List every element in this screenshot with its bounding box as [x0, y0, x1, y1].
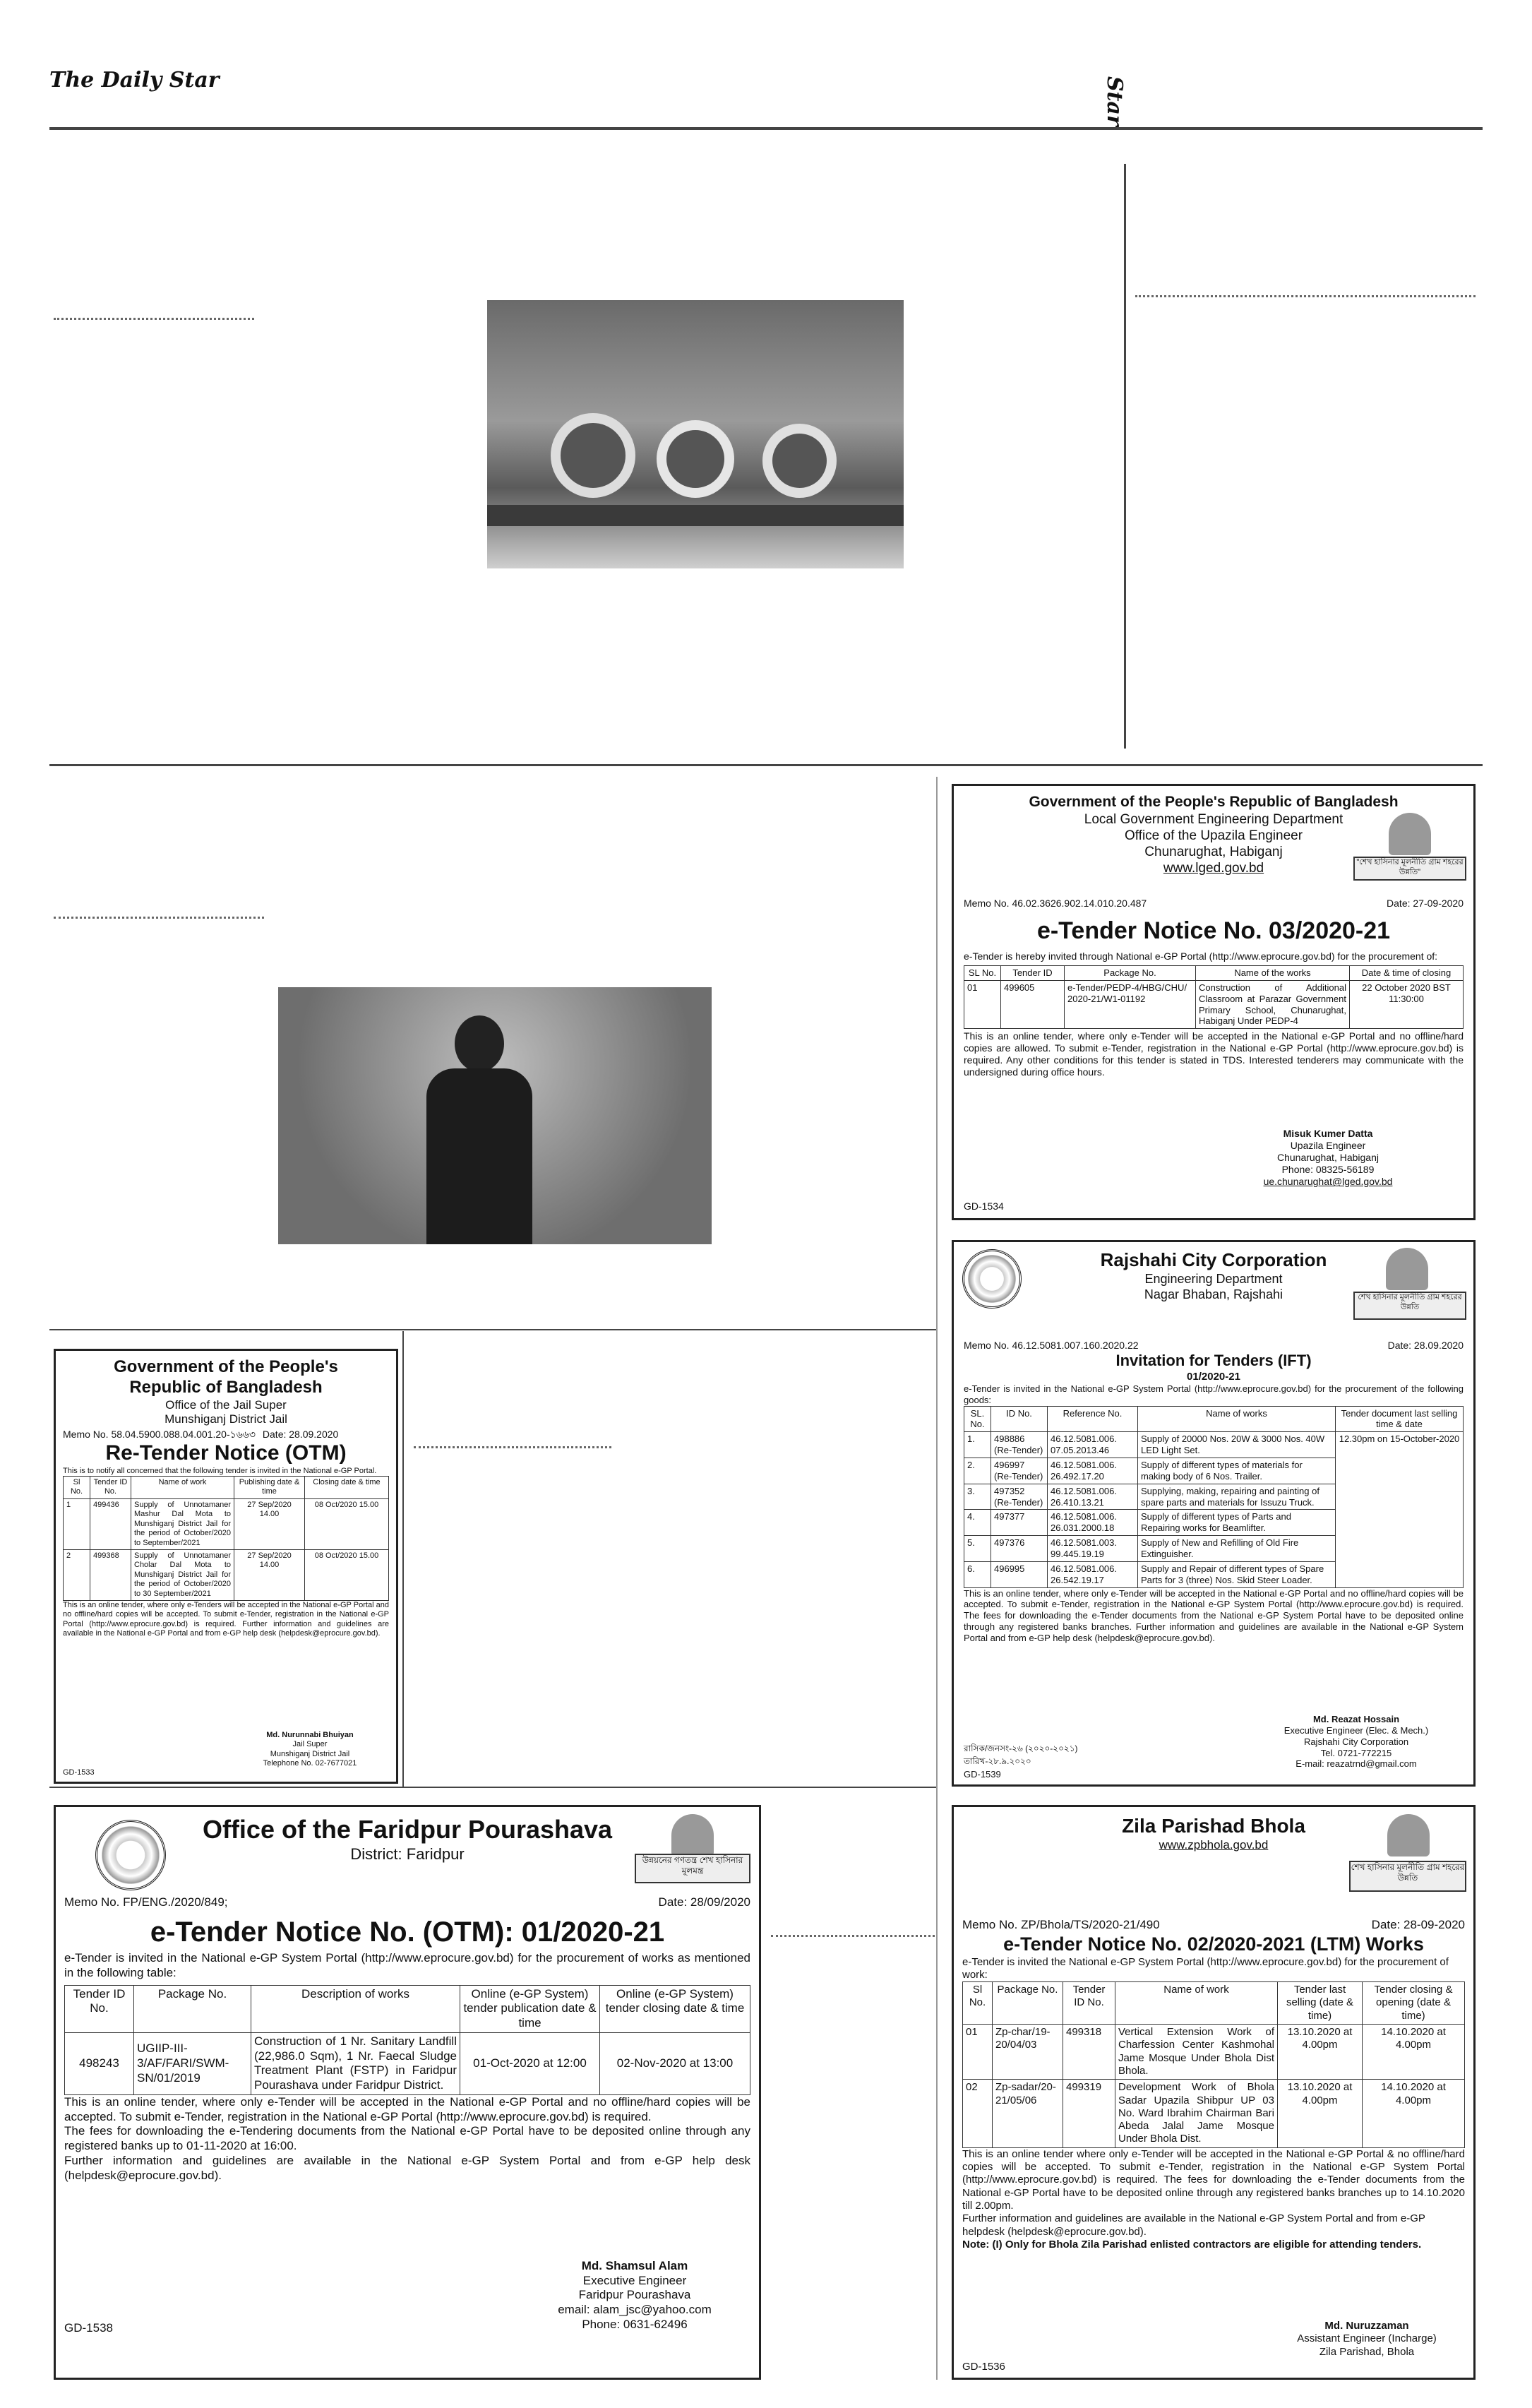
signatory-office: Chunarughat, Habiganj [1277, 1152, 1379, 1164]
table-header: Date & time of closing [1350, 965, 1464, 980]
memo-date: Date: 28.09.2020 [1387, 1339, 1464, 1351]
table-cell: 08 Oct/2020 15.00 [305, 1498, 389, 1549]
notice-intro: e-Tender is invited in the National e-GP System Portal (http://www.eprocure.gov.bd) for the procurement of the following goods: [964, 1383, 1464, 1405]
notice-title: e-Tender Notice No. 02/2020-2021 (LTM) Works [1003, 1933, 1424, 1955]
table-cell: 499605 [1001, 980, 1065, 1028]
notice-subtitle: 01/2020-21 [1187, 1370, 1240, 1383]
table-header: SL No. [964, 965, 1001, 980]
table-row [65, 2032, 750, 2094]
tender-table [962, 1981, 1465, 2148]
signatory-name: Md. Reazat Hossain [1312, 1714, 1400, 1724]
ad-heading: Office of the Faridpur Pourashava [202, 1815, 613, 1844]
table-cell: Construction of Additional Classroom at Parazar Government Primary School, Chunarughat, Habiganj Under PEDP-4 [1196, 980, 1350, 1028]
table-header: Tender last selling (date & time) [1278, 1982, 1363, 2025]
table-cell: 499436 [90, 1498, 131, 1549]
ad-code: GD-1533 [63, 1768, 95, 1777]
signatory-office: Zila Parishad, Bhola [1319, 2345, 1415, 2358]
ad-department: Local Government Engineering Department [1084, 811, 1344, 827]
coil-shape [657, 420, 734, 498]
table-cell: Supply of Unnotamaner Cholar Dal Mota to Munshiganj District Jail for the period of October/2020 to 30 September/2021 [131, 1549, 234, 1600]
signatory-email[interactable]: email: alam_jsc@yahoo.com [558, 2303, 712, 2317]
ad-code: GD-1538 [64, 2321, 113, 2335]
ad-heading: Zila Parishad Bhola [1122, 1815, 1305, 1837]
slogan-badge: উন্নয়নের গণতন্ত্র শেখ হাসিনার মূলমন্ত্র [635, 1854, 750, 1883]
signatory-phone: Phone: 0631-62496 [582, 2317, 688, 2331]
ad-location: Munshiganj District Jail [164, 1412, 287, 1426]
slogan-badge: "শেখ হাসিনার মূলনীতি গ্রাম শহরের উন্নতি" [1353, 857, 1466, 881]
table-cell: UGIIP-III-3/AF/FARI/SWM-SN/01/2019 [134, 2032, 251, 2094]
signatory-title: Assistant Engineer (Incharge) [1297, 2332, 1437, 2345]
table-header: Name of works [1138, 1406, 1336, 1432]
table-row [64, 1549, 389, 1600]
table-row [963, 2080, 1465, 2147]
table-cell: 14.10.2020 at 4.00pm [1363, 2025, 1465, 2080]
person-head [455, 1015, 504, 1072]
notice-intro: e-Tender is invited the National e-GP System Portal (http://www.eprocure.gov.bd) for the procurement of work: [962, 1955, 1449, 1981]
ad-code: GD-1534 [964, 1200, 1004, 1212]
ad-website-link[interactable]: www.lged.gov.bd [1163, 861, 1264, 876]
table-row [64, 1498, 389, 1549]
table-header: Online (e-GP System) tender publication date & time [460, 1985, 600, 2032]
table-header: Tender document last selling time & date [1336, 1406, 1464, 1432]
notice-intro: This is to notify all concerned that the following tender is invited in the National e-GP Portal. [63, 1466, 377, 1475]
notice-footer: Further information and guidelines are available in the National e-GP System Portal and from e-GP helpdesk (helpdesk@eprocure.gov.bd). [962, 2212, 1425, 2238]
signatory-office: Munshiganj District Jail [270, 1749, 350, 1758]
table-cell: 4. [964, 1510, 991, 1536]
table-row [964, 980, 1464, 1028]
portrait-icon [671, 1814, 714, 1856]
notice-intro: e-Tender is invited in the National e-GP System Portal (http://www.eprocure.gov.bd) for the procurement of works as mentioned in the following table: [64, 1951, 750, 1979]
bangla-memo: রাসিক/জনসং-২৬ (২০২০-২০২১) [964, 1744, 1078, 1753]
column-divider [1124, 164, 1126, 749]
ad-heading: Rajshahi City Corporation [1100, 1249, 1327, 1270]
table-cell: 27 Sep/2020 14.00 [234, 1549, 305, 1600]
signatory-title: Jail Super [292, 1740, 328, 1749]
signatory-title: Upazila Engineer [1290, 1140, 1366, 1152]
table-cell: 497377 [991, 1510, 1048, 1536]
table-header: Package No. [1065, 965, 1196, 980]
column-divider [402, 1331, 404, 1787]
table-cell: 2 [64, 1549, 90, 1600]
table-cell: 498243 [65, 2032, 134, 2094]
memo-date: Date: 28-09-2020 [1371, 1917, 1465, 1931]
ad-location: District: Faridpur [350, 1844, 465, 1863]
woman-walking-photo [278, 987, 712, 1244]
table-header: Online (e-GP System) tender closing date & time [600, 1985, 750, 2032]
signature-block [1264, 2320, 1469, 2359]
table-cell: e-Tender/PEDP-4/HBG/CHU/ 2020-21/W1-01192 [1065, 980, 1196, 1028]
signatory-phone: Tel. 0721-772215 [1320, 1747, 1392, 1758]
signatory-name: Misuk Kumer Datta [1283, 1128, 1373, 1139]
table-cell: 46.12.5081.006. 26.492.17.20 [1048, 1458, 1138, 1484]
signatory-title: Executive Engineer (Elec. & Mech.) [1283, 1724, 1429, 1736]
table-cell: 46.12.5081.006. 26.410.13.21 [1048, 1484, 1138, 1510]
ad-department: Engineering Department [1144, 1271, 1283, 1286]
ad-location: Nagar Bhaban, Rajshahi [1144, 1287, 1283, 1301]
signatory-office: Faridpur Pourashava [578, 2288, 691, 2302]
ad-heading-line2: Republic of Bangladesh [129, 1378, 323, 1397]
table-cell: 6. [964, 1561, 991, 1587]
notice-footer: This is an online tender, where only e-Tender will be accepted in the National e-GP Portal and no offline/hard copies will be accepted. To submit e-Tender, registration in the National e-GP System Portal (http://www.eprocure.gov.bd) is required. The fees for downloading the e-Tender documents from the National e-GP System Portal have to be deposited online through any registered banks branches. Further information and guidelines are available in the National e-GP System Portal and from e-GP help desk (helpdesk@eprocure.gov.bd). [964, 1587, 1464, 1644]
table-cell: 46.12.5081.006. 26.542.19.17 [1048, 1561, 1138, 1587]
table-cell: 13.10.2020 at 4.00pm [1278, 2025, 1363, 2080]
dotted-separator [54, 318, 254, 320]
notice-footer: The fees for downloading the e-Tendering documents from the National e-GP Portal have to be deposited online through any registered banks up to 01-11-2020 at 16:00. [64, 2124, 750, 2153]
steel-coils-photo [487, 300, 904, 568]
section-rule [49, 1787, 936, 1788]
table-cell: 5. [964, 1536, 991, 1562]
table-cell: Supply of different types of materials for making body of 6 Nos. Trailer. [1138, 1458, 1336, 1484]
slogan-badge: শেখ হাসিনার মূলনীতি গ্রাম শহরের উন্নতি [1349, 1861, 1466, 1892]
eligibility-note: Note: (I) Only for Bhola Zila Parishad enlisted contractors are eligible for attending tenders. [962, 2238, 1422, 2251]
table-header: Tender closing & opening (date & time) [1363, 1982, 1465, 2025]
faridpur-tender-ad [54, 1805, 761, 2380]
table-cell: Supply of New and Refilling of Old Fire Extinguisher. [1138, 1536, 1336, 1562]
table-cell: Supply of 20000 Nos. 20W & 3000 Nos. 40W LED Light Set. [1138, 1432, 1336, 1458]
tender-table [64, 1985, 750, 2095]
notice-title: Re-Tender Notice (OTM) [105, 1441, 347, 1465]
table-cell: 01 [964, 980, 1001, 1028]
table-header: SL. No. [964, 1406, 991, 1432]
table-cell: 02 [963, 2080, 993, 2147]
section-rule [49, 764, 1483, 766]
notice-footer: This is an online tender, where only e-Tender will be accepted in the National e-GP Portal and no offline/hard copies will be accepted. To submit e-Tender, registration in the National e-GP Portal (http://www.eprocure.gov.bd) is required. [64, 2094, 750, 2123]
column-divider [936, 777, 938, 2380]
table-cell: 498886 (Re-Tender) [991, 1432, 1048, 1458]
signatory-name: Md. Nuruzzaman [1324, 2320, 1409, 2332]
coil-shape [551, 413, 635, 498]
ad-office: Office of the Jail Super [165, 1397, 287, 1412]
table-cell: 46.12.5081.006. 07.05.2013.46 [1048, 1432, 1138, 1458]
table-cell: Development Work of Bhola Sadar Upazila Shibpur UP 03 No. Ward Ibrahim Chairman Bari Abeda Jalal Jame Mosque Under Bhola Dist. [1115, 2080, 1278, 2147]
table-cell: 497352 (Re-Tender) [991, 1484, 1048, 1510]
dotted-separator [54, 917, 264, 919]
table-header: Tender ID No. [90, 1477, 131, 1499]
signatory-name: Md. Shamsul Alam [581, 2259, 688, 2272]
notice-intro: e-Tender is hereby invited through National e-GP Portal (http://www.eprocure.gov.bd) for the procurement of: [964, 950, 1438, 962]
rcc-tender-ad [952, 1240, 1476, 1787]
coil-shape [762, 424, 837, 498]
table-header: Package No. [134, 1985, 251, 2032]
memo-date: Date: 27-09-2020 [1387, 898, 1464, 910]
ad-heading: Government of the People's [114, 1357, 338, 1376]
table-cell: 499319 [1063, 2080, 1115, 2147]
signature-block [1222, 1128, 1434, 1188]
signatory-email[interactable]: ue.chunarughat@lged.gov.bd [1263, 1176, 1393, 1188]
portrait-icon [1389, 813, 1431, 855]
table-cell: 2. [964, 1458, 991, 1484]
table-cell: Supply of different types of Parts and Repairing works for Beamlifter. [1138, 1510, 1336, 1536]
signature-block [1250, 1714, 1462, 1770]
memo-number: Memo No. ZP/Bhola/TS/2020-21/490 [962, 1917, 1160, 1931]
table-header: Closing date & time [305, 1477, 389, 1499]
notice-footer: This is an online tender, where only e-Tenders will be accepted in the National e-GP Portal and no offline/hard copies will be accepted. To submit e-Tender, registration in the National e-GP Portal (http://www.eprocure.gov.bd) is required. Further information and guidelines are available in the National e-GP Portal and from e-GP help desk (helpdesk@eprocure.gov.bd). [63, 1600, 389, 1638]
ad-heading: Government of the People's Republic of Bangladesh [1029, 794, 1399, 810]
ad-website-link[interactable]: www.zpbhola.gov.bd [1159, 1838, 1269, 1852]
table-cell: 499318 [1063, 2025, 1115, 2080]
table-header: Tender ID No. [1063, 1982, 1115, 2025]
tender-table [964, 965, 1464, 1029]
lged-tender-ad [952, 784, 1476, 1220]
table-cell: Construction of 1 Nr. Sanitary Landfill (22,986.0 Sqm), 1 Nr. Faecal Sludge Treatment Plant (FSTP) in Faridpur Pourashava under Faridpur District. [251, 2032, 460, 2094]
notice-title: Invitation for Tenders (IFT) [1115, 1351, 1312, 1369]
table-cell: 01-Oct-2020 at 12:00 [460, 2032, 600, 2094]
table-cell: 08 Oct/2020 15.00 [305, 1549, 389, 1600]
ad-location: Chunarughat, Habiganj [1144, 844, 1283, 859]
memo-number: Memo No. 46.02.3626.902.14.010.20.487 [964, 898, 1147, 910]
signatory-phone: Telephone No. 02-7677021 [263, 1759, 357, 1768]
table-cell: 12.30pm on 15-October-2020 [1336, 1432, 1464, 1587]
table-cell: Supplying, making, repairing and painting of spare parts and materials for Issuzu Truck. [1138, 1484, 1336, 1510]
rail-car [487, 505, 904, 526]
table-header: ID No. [991, 1406, 1048, 1432]
table-row [964, 1432, 1464, 1458]
signatory-phone: Phone: 08325-56189 [1281, 1164, 1375, 1176]
notice-title: e-Tender Notice No. (OTM): 01/2020-21 [150, 1917, 665, 1948]
ad-code: GD-1539 [964, 1769, 1001, 1780]
signature-block [522, 2259, 748, 2332]
table-header: Tender ID No. [65, 1985, 134, 2032]
memo-date: Date: 28.09.2020 [262, 1429, 339, 1440]
table-cell: 14.10.2020 at 4.00pm [1363, 2080, 1465, 2147]
signatory-name: Md. Nurunnabi Bhuiyan [266, 1731, 354, 1739]
dotted-separator [771, 1935, 935, 1937]
jail-tender-ad [54, 1349, 398, 1784]
masthead-title: The Daily Star [49, 68, 220, 93]
table-header: Name of the works [1196, 965, 1350, 980]
memo-number: Memo No. FP/ENG./2020/849; [64, 1895, 228, 1909]
table-cell: 46.12.5081.006. 26.031.2000.18 [1048, 1510, 1138, 1536]
rcc-seal-logo [962, 1249, 1022, 1309]
table-cell: 13.10.2020 at 4.00pm [1278, 2080, 1363, 2147]
table-header: Name of work [1115, 1982, 1278, 2025]
portrait-icon [1387, 1814, 1430, 1856]
notice-footer: Further information and guidelines are available in the National e-GP System Portal and from e-GP help desk (helpdesk@eprocure.gov.bd). [64, 2153, 750, 2182]
table-header: Package No. [993, 1982, 1063, 2025]
table-cell: Vertical Extension Work of Charfession Center Kashmohal Jame Mosque Under Bhola Dist Bhola. [1115, 2025, 1278, 2080]
table-cell: 496995 [991, 1561, 1048, 1587]
signatory-title: Executive Engineer [582, 2273, 687, 2287]
table-header: Reference No. [1048, 1406, 1138, 1432]
table-header: Name of work [131, 1477, 234, 1499]
masthead-rule [49, 127, 1483, 130]
table-header: Description of works [251, 1985, 460, 2032]
table-cell: 499368 [90, 1549, 131, 1600]
table-cell: Supply of Unnotamaner Mashur Dal Mota to Munshiganj District Jail for the period of October/2020 to September/2021 [131, 1498, 234, 1549]
notice-footer: This is an online tender where only e-Tender will be accepted in the National e-GP Portal & no offline/hard copies will be accepted. To submit e-Tender, registration in the National e-GP System Portal (http://www.eprocure.gov.bd) is required. The fees for downloading the e-Tender documents from the National e-GP Portal have to be deposited online through any registered banks branches up to 14.10.2020 till 2.00pm. [962, 2147, 1465, 2212]
table-cell: 1. [964, 1432, 991, 1458]
table-header: Tender ID [1001, 965, 1065, 980]
signatory-office: Rajshahi City Corporation [1303, 1736, 1409, 1747]
memo-number: Memo No. 58.04.5900.088.04.001.20-১৬৬৩ [63, 1429, 256, 1440]
table-cell: Zp-char/19-20/04/03 [993, 2025, 1063, 2080]
signature-block [232, 1731, 388, 1769]
table-cell: 27 Sep/2020 14.00 [234, 1498, 305, 1549]
table-header: Publishing date & time [234, 1477, 305, 1499]
ad-code: GD-1536 [962, 2360, 1005, 2373]
person-coat [426, 1068, 532, 1244]
memo-date: Date: 28/09/2020 [658, 1895, 750, 1909]
portrait-icon [1386, 1248, 1428, 1290]
notice-title: e-Tender Notice No. 03/2020-21 [1036, 917, 1391, 945]
slogan-badge: শেখ হাসিনার মূলনীতি গ্রাম শহরের উন্নতি [1353, 1292, 1466, 1320]
table-cell: 1 [64, 1498, 90, 1549]
signatory-email[interactable]: E-mail: reazatrnd@gmail.com [1295, 1758, 1417, 1770]
table-cell: Zp-sadar/20-21/05/06 [993, 2080, 1063, 2147]
table-cell: 22 October 2020 BST 11:30:00 [1350, 980, 1464, 1028]
dotted-separator [1135, 295, 1476, 297]
table-row [963, 2025, 1465, 2080]
table-cell: Supply and Repair of different types of Spare Parts for 3 (three) Nos. Skid Steer Loader. [1138, 1561, 1336, 1587]
table-header: Sl No. [963, 1982, 993, 2025]
tender-table [964, 1406, 1464, 1588]
table-cell: 01 [963, 2025, 993, 2080]
table-header: Sl No. [64, 1477, 90, 1499]
notice-footer: This is an online tender, where only e-Tender will be accepted in the National e-GP Portal and no offline/hard copies are allowed. To submit e-Tender, registration in the National e-GP Portal (http://www.eprocure.gov.bd) is required. Any other conditions for this tender is stated in TDS. Interested tenderers may communicate with the undersigned during office hours. [964, 1030, 1464, 1078]
dotted-separator [414, 1446, 611, 1448]
faridpur-seal-logo [95, 1820, 166, 1890]
table-cell: 3. [964, 1484, 991, 1510]
bangla-date: তারিখ-২৮.৯.২০২০ [964, 1756, 1031, 1766]
memo-number: Memo No. 46.12.5081.007.160.2020.22 [964, 1339, 1139, 1351]
table-cell: 46.12.5081.003. 99.445.19.19 [1048, 1536, 1138, 1562]
section-rule [49, 1329, 936, 1330]
masthead-side-title: Star [1102, 76, 1127, 126]
table-cell: 496997 (Re-Tender) [991, 1458, 1048, 1484]
ad-office: Office of the Upazila Engineer [1124, 828, 1303, 843]
table-cell: 02-Nov-2020 at 13:00 [600, 2032, 750, 2094]
table-cell: 497376 [991, 1536, 1048, 1562]
tender-table [63, 1476, 389, 1601]
bhola-tender-ad [952, 1805, 1476, 2380]
